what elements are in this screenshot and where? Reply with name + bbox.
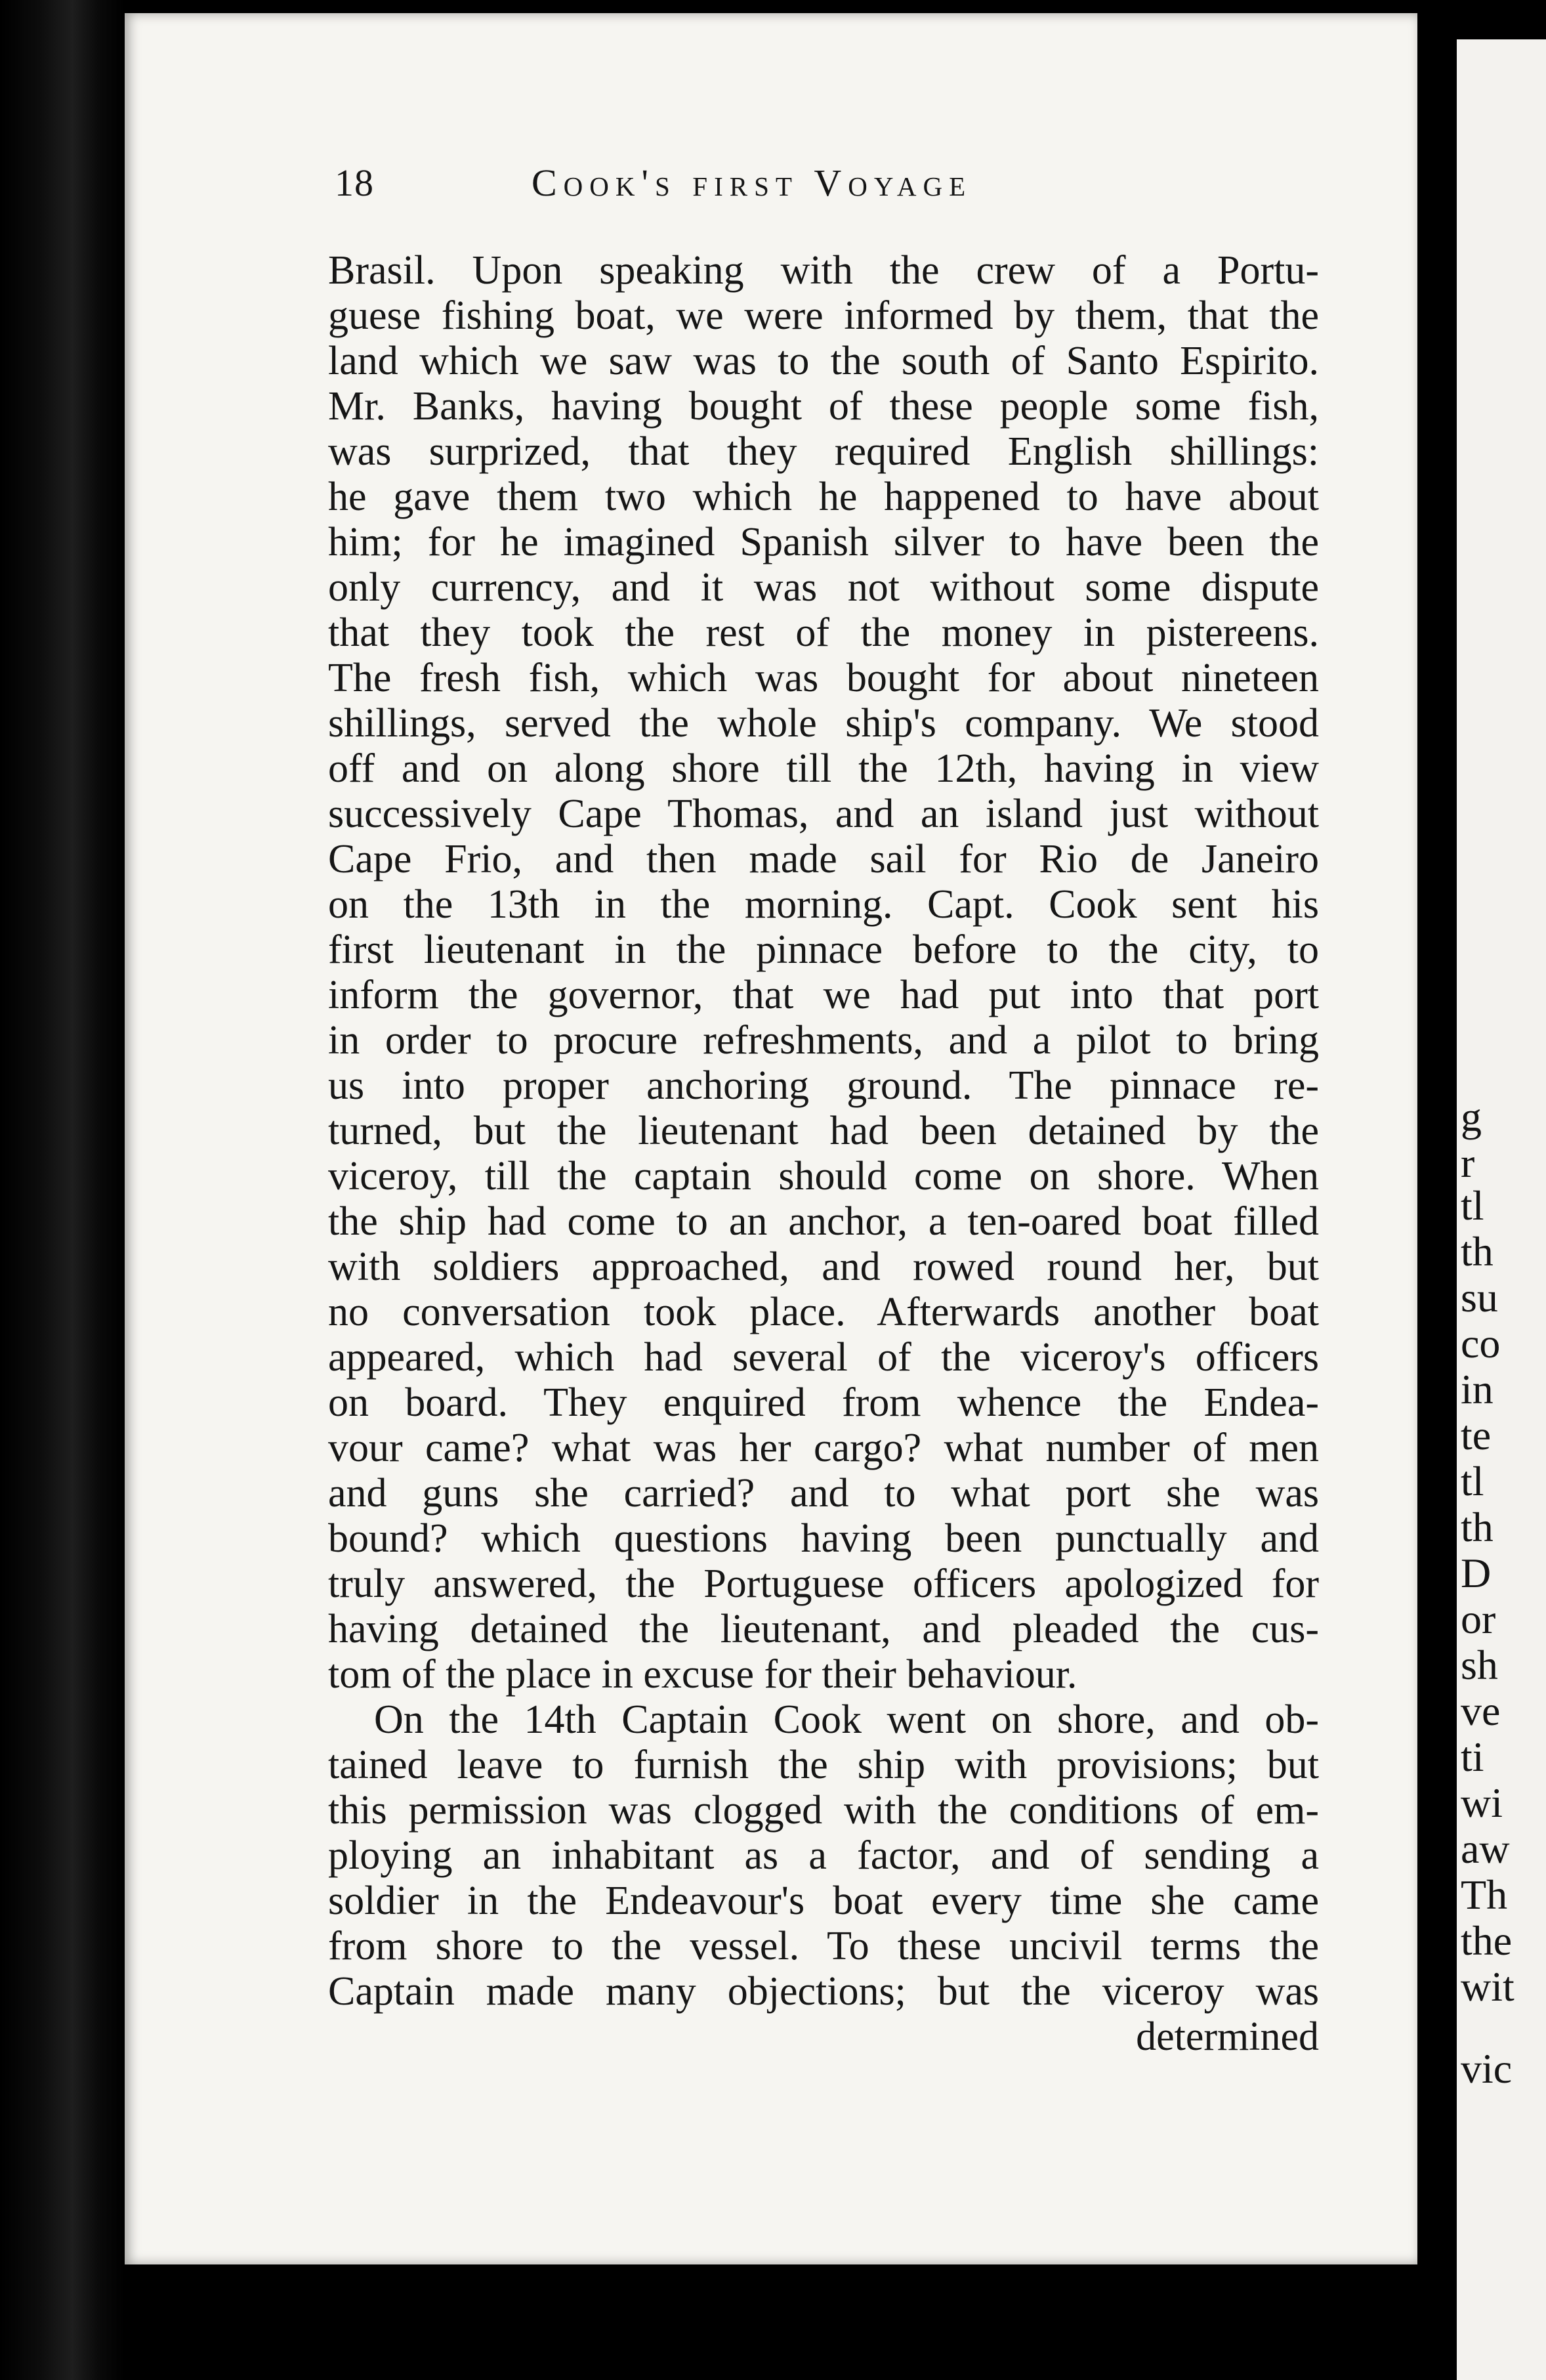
text-line: in order to procure refreshments, and a pilot to bring	[328, 1018, 1319, 1063]
facing-page-fragment: wi	[1461, 1779, 1503, 1826]
facing-page-fragment: tl	[1461, 1458, 1484, 1504]
catchword: determined	[1136, 2014, 1319, 2059]
text-line: the ship had come to an anchor, a ten-oared boat filled	[328, 1199, 1319, 1244]
text-line: turned, but the lieutenant had been detained by the	[328, 1109, 1319, 1153]
text-line: truly answered, the Portuguese officers apologized for	[328, 1562, 1319, 1606]
book-spine	[0, 0, 125, 2380]
facing-page-fragment: g	[1461, 1094, 1482, 1140]
text-line: ploying an inhabitant as a factor, and of sending a	[328, 1833, 1319, 1878]
text-line: On the 14th Captain Cook went on shore, and ob-	[374, 1697, 1319, 1742]
facing-page-fragment: su	[1461, 1274, 1498, 1321]
text-line: having detained the lieutenant, and pleaded the cus-	[328, 1607, 1319, 1651]
facing-page-fragment: co	[1461, 1320, 1501, 1367]
text-line: with soldiers approached, and rowed round her, but	[328, 1244, 1319, 1289]
facing-page-fragment: r	[1461, 1139, 1475, 1186]
text-line: off and on along shore till the 12th, having in view	[328, 746, 1319, 791]
text-line: The fresh fish, which was bought for about nineteen	[328, 656, 1319, 700]
facing-page-fragment: wit	[1461, 1963, 1515, 2010]
text-line: tom of the place in excuse for their behaviour.	[328, 1652, 1077, 1697]
text-line: successively Cape Thomas, and an island just without	[328, 792, 1319, 836]
text-line: that they took the rest of the money in pistereens.	[328, 610, 1319, 655]
facing-page-fragment: Th	[1461, 1871, 1508, 1918]
text-line: us into proper anchoring ground. The pinnace re-	[328, 1063, 1319, 1108]
text-line: viceroy, till the captain should come on shore. When	[328, 1154, 1319, 1199]
page-gutter	[1417, 0, 1457, 2380]
text-line: soldier in the Endeavour's boat every time she came	[328, 1879, 1319, 1923]
running-title: Cook's first Voyage	[532, 161, 972, 204]
facing-page-fragment: aw	[1461, 1825, 1510, 1872]
text-line: land which we saw was to the south of Santo Espirito.	[328, 339, 1319, 383]
facing-page-fragment: or	[1461, 1596, 1496, 1642]
text-line: only currency, and it was not without some dispute	[328, 565, 1319, 610]
text-line: no conversation took place. Afterwards another boat	[328, 1290, 1319, 1334]
facing-page-fragment: th	[1461, 1228, 1494, 1275]
facing-page-fragment: th	[1461, 1504, 1494, 1550]
text-line: tained leave to furnish the ship with provisions; but	[328, 1743, 1319, 1787]
facing-page-fragment: vic	[1461, 2045, 1513, 2092]
text-line: shillings, served the whole ship's company. We stood	[328, 701, 1319, 746]
facing-page-fragment: sh	[1461, 1642, 1498, 1688]
text-line: appeared, which had several of the viceroy's officers	[328, 1335, 1319, 1380]
text-line: was surprized, that they required English shillings:	[328, 429, 1319, 474]
facing-page-fragment: the	[1461, 1917, 1513, 1964]
text-line: vour came? what was her cargo? what number of men	[328, 1426, 1319, 1470]
text-line: bound? which questions having been punctually and	[328, 1516, 1319, 1561]
text-line: this permission was clogged with the conditions of em-	[328, 1788, 1319, 1833]
body-text	[328, 248, 1319, 2060]
facing-page-fragment: ti	[1461, 1733, 1484, 1780]
text-line: Brasil. Upon speaking with the crew of a Portu-	[328, 248, 1319, 293]
text-line: him; for he imagined Spanish silver to have been the	[328, 520, 1319, 564]
text-line: inform the governor, that we had put into that port	[328, 973, 1319, 1017]
facing-page-fragment: in	[1461, 1366, 1494, 1413]
text-line: Cape Frio, and then made sail for Rio de Janeiro	[328, 837, 1319, 882]
text-line: first lieutenant in the pinnace before to the city, to	[328, 927, 1319, 972]
facing-page-fragment: tl	[1461, 1182, 1484, 1229]
facing-page-fragment: D	[1461, 1550, 1492, 1596]
facing-page-fragment: ve	[1461, 1688, 1501, 1734]
text-line: Captain made many objections; but the viceroy was	[328, 1969, 1319, 2014]
facing-page-fragment: te	[1461, 1412, 1492, 1458]
text-line: on board. They enquired from whence the Endea-	[328, 1380, 1319, 1425]
text-line: guese fishing boat, we were informed by them, that the	[328, 293, 1319, 338]
text-line: and guns she carried? and to what port she was	[328, 1471, 1319, 1516]
facing-page-edge	[1457, 39, 1546, 2380]
text-line: on the 13th in the morning. Capt. Cook sent his	[328, 882, 1319, 927]
page-number: 18	[335, 161, 374, 204]
text-line: from shore to the vessel. To these uncivil terms the	[328, 1924, 1319, 1968]
text-line: he gave them two which he happened to have about	[328, 475, 1319, 519]
text-line: Mr. Banks, having bought of these people some fish,	[328, 384, 1319, 429]
